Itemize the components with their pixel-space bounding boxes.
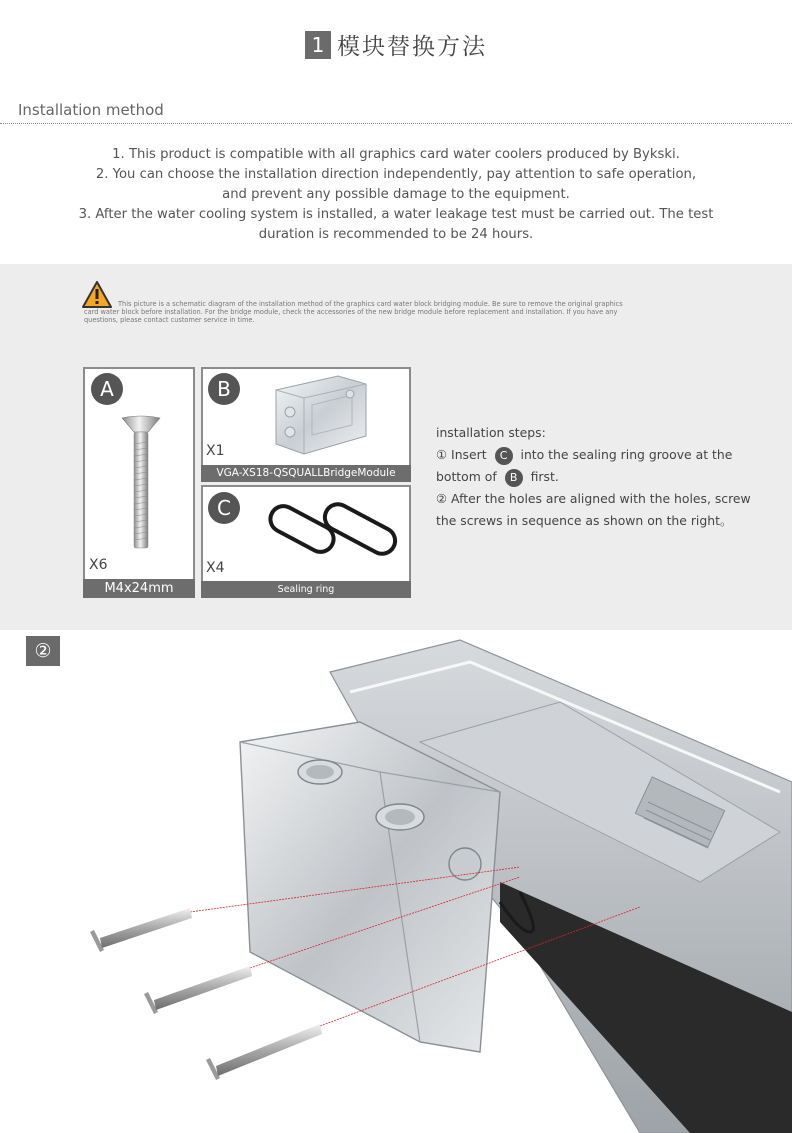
installation-render bbox=[0, 632, 792, 1133]
intro-text bbox=[20, 145, 772, 245]
step-1-bottom: bottom of bbox=[436, 469, 497, 484]
warning-line-2: card water block before installation. For the bridge module, check the accessories of the new bridge module before replacement and installation. If you have any bbox=[84, 308, 618, 316]
screw-1 bbox=[90, 908, 192, 952]
part-a-qty: X6 bbox=[89, 557, 108, 573]
part-c-qty: X4 bbox=[206, 560, 225, 576]
part-b-letter: B bbox=[208, 373, 240, 405]
intro-line-4: 3. After the water cooling system is installed, a water leakage test must be carried out. The test bbox=[78, 207, 714, 222]
step-2-line-1: ② After the holes are aligned with the holes, screw bbox=[436, 491, 751, 506]
title-number-badge: 1 bbox=[305, 31, 331, 59]
title-text: 模块替换方法 bbox=[337, 34, 487, 60]
part-a-caption: M4x24mm bbox=[83, 579, 195, 598]
part-a-letter: A bbox=[91, 373, 123, 405]
warning-text bbox=[84, 300, 764, 324]
step-1-end: first. bbox=[530, 469, 559, 484]
screw-2 bbox=[144, 966, 252, 1014]
step-2-line-2: the screws in sequence as shown on the right。 bbox=[436, 513, 733, 528]
step-2-badge: ② bbox=[26, 636, 60, 666]
part-c-letter: C bbox=[208, 492, 240, 524]
part-c-caption: Sealing ring bbox=[201, 581, 411, 598]
water-block-illustration bbox=[0, 632, 792, 1133]
step-1-prefix: ① Insert bbox=[436, 447, 487, 462]
intro-line-2: 2. You can choose the installation direction independently, pay attention to safe operation, bbox=[95, 167, 697, 182]
step-1-badge-b: B bbox=[505, 469, 523, 487]
screw-icon bbox=[116, 414, 166, 554]
intro-line-5: duration is recommended to be 24 hours. bbox=[258, 227, 534, 242]
step-1-line-1 bbox=[436, 444, 776, 466]
part-b-qty: X1 bbox=[206, 443, 225, 459]
step-1-middle: into the sealing ring groove at the bbox=[520, 447, 733, 462]
installation-steps bbox=[436, 422, 776, 532]
warning-line-1: This picture is a schematic diagram of the installation method of the graphics card water block bridging module. Be sure to remove the original graphics bbox=[118, 300, 623, 308]
steps-heading: installation steps: bbox=[436, 425, 546, 440]
page-title bbox=[0, 28, 792, 61]
step-1-line-2 bbox=[436, 466, 776, 488]
intro-line-3: and prevent any possible damage to the equipment. bbox=[222, 187, 570, 202]
sealing-ring-icon bbox=[262, 494, 404, 576]
part-b-caption: VGA-XS18-QSQUALLBridgeModule bbox=[201, 465, 411, 482]
intro-line-1: 1. This product is compatible with all graphics card water coolers produced by Bykski. bbox=[112, 147, 680, 162]
step-1-badge-c: C bbox=[495, 447, 513, 465]
warning-line-3: questions, please contact customer service in time. bbox=[84, 316, 255, 324]
bridge-module-icon bbox=[268, 372, 372, 460]
section-label: Installation method bbox=[18, 101, 164, 119]
dotted-divider bbox=[0, 123, 792, 124]
screw-3 bbox=[206, 1024, 322, 1080]
